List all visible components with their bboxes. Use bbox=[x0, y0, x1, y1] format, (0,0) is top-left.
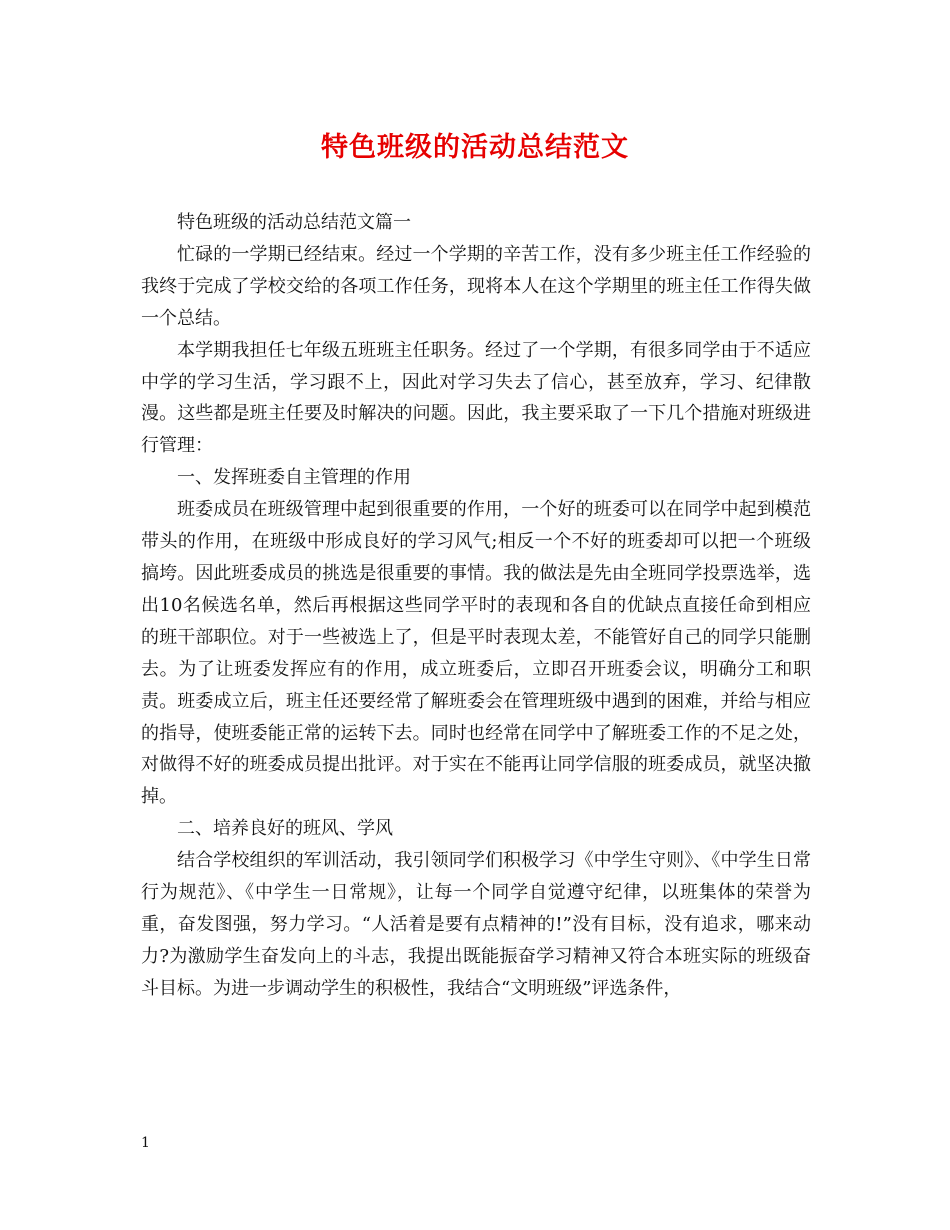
document-title: 特色班级的活动总结范文 bbox=[321, 132, 629, 163]
page-number: 1 bbox=[141, 1135, 150, 1151]
document-body bbox=[141, 207, 811, 1005]
paragraph: 班委成员在班级管理中起到很重要的作用，一个好的班委可以在同学中起到模范带头的作用，在班级中形成良好的学习风气;相反一个不好的班委却可以把一个班级搞垮。因此班委成员的挑选是很重要的事情。我的做法是先由全班同学投票选举，选出10名候选名单，然后再根据这些同学平时的表现和各自的优缺点直接任命到相应的班干部职位。对于一些被选上了，但是平时表现太差，不能管好自己的同学只能删去。为了让班委发挥应有的作用，成立班委后，立即召开班委会议，明确分工和职责。班委成立后，班主任还要经常了解班委会在管理班级中遇到的困难，并给与相应的指导，使班委能正常的运转下去。同时也经常在同学中了解班委工作的不足之处，对做得不好的班委成员提出批评。对于实在不能再让同学信服的班委成员，就坚决撤掉。 bbox=[141, 499, 811, 808]
section-heading: 二、培养良好的班风、学风 bbox=[177, 818, 393, 840]
paragraph: 本学期我担任七年级五班班主任职务。经过了一个学期，有很多同学由于不适应中学的学习生活，学习跟不上，因此对学习失去了信心，甚至放弃，学习、纪律散漫。这些都是班主任要及时解决的问题。因此，我主要采取了一下几个措施对班级进行管理： bbox=[141, 339, 811, 457]
paragraph: 忙碌的一学期已经结束。经过一个学期的辛苦工作，没有多少班主任工作经验的我终于完成了学校交给的各项工作任务，现将本人在这个学期里的班主任工作得失做一个总结。 bbox=[141, 243, 811, 329]
paragraph: 结合学校组织的军训活动，我引领同学们积极学习《中学生守则》、《中学生日常行为规范》、《中学生一日常规》，让每一个同学自觉遵守纪律，以班集体的荣誉为重，奋发图强，努力学习。“人活着是要有点精神的!”没有目标，没有追求，哪来动力?为激励学生奋发向上的斗志，我提出既能振奋学习精神又符合本班实际的班级奋斗目标。为进一步调动学生的积极性，我结合“文明班级”评选条件， bbox=[141, 850, 811, 999]
section-heading: 一、发挥班委自主管理的作用 bbox=[177, 467, 411, 489]
paragraph-heading: 特色班级的活动总结范文篇一 bbox=[177, 212, 411, 233]
